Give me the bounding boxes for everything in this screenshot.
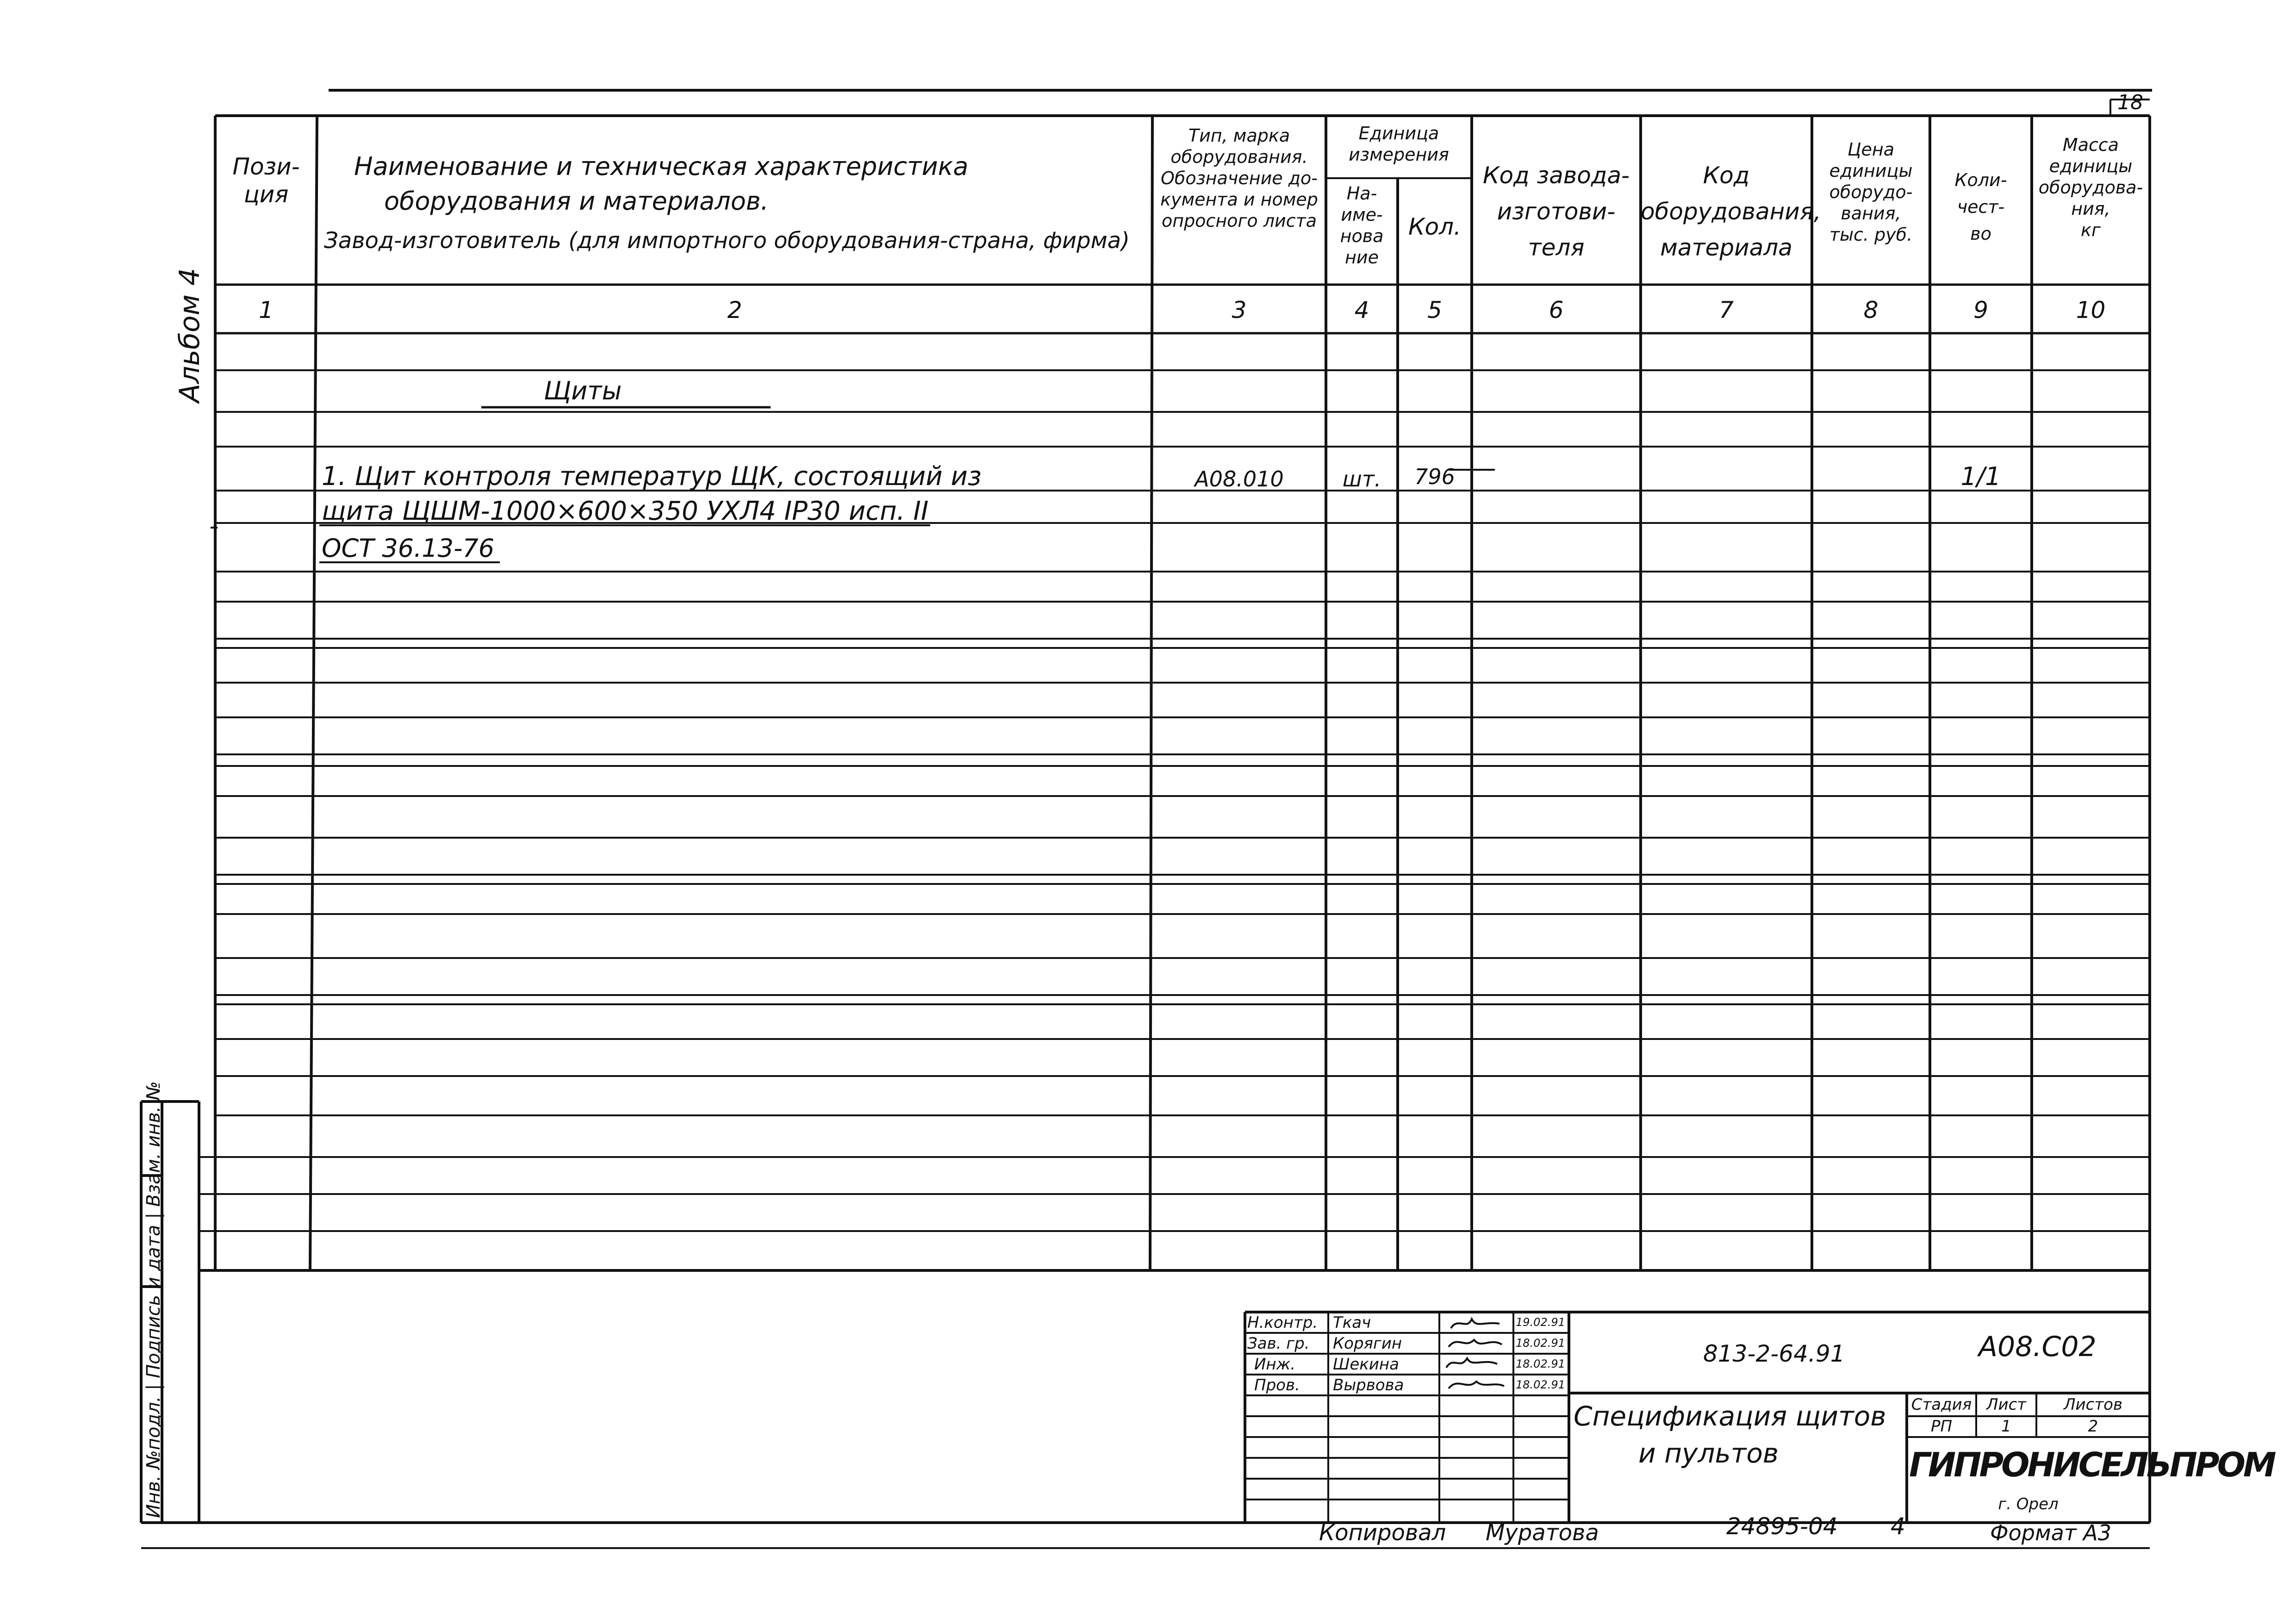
organization-name: ГИПРОНИСЕЛЬПРОМ [1909, 1445, 2274, 1484]
col-header-plant-code: Код завода- изготови- теля [1482, 162, 1630, 261]
side-stamp: Инв. №подл. | Подпись и дата | Взам. инв. № [143, 1081, 164, 1518]
col-header-equipment-code: Код оборудования, материала [1641, 162, 1821, 261]
col-header-unit-qty: Кол. [1408, 213, 1461, 240]
sig-role-2: Зав. гр. [1247, 1334, 1310, 1353]
col-num-10: 10 [2076, 297, 2106, 324]
doc-title-line-1: Спецификация щитов [1574, 1400, 1886, 1432]
col-header-price: Цена единицы оборудо- вания, тыс. руб. [1829, 139, 1913, 245]
album-label: Альбом 4 [174, 268, 206, 403]
sig-name-1: Ткач [1333, 1313, 1371, 1332]
col-num-1: 1 [259, 297, 274, 324]
doc-code: А08.С02 [1979, 1331, 2097, 1363]
stage-label: Стадия [1911, 1395, 1972, 1414]
col-num-7: 7 [1719, 297, 1734, 324]
project-code: 813-2-64.91 [1703, 1340, 1845, 1367]
col-num-5: 5 [1427, 297, 1442, 324]
col-header-name-l2: оборудования и материалов. [384, 187, 769, 216]
sig-name-3: Шекина [1333, 1355, 1399, 1374]
item-1-line-1: 1. Щит контроля температур ЩК, состоящий из [322, 461, 982, 492]
item-1-unit-code: 796 [1414, 464, 1455, 489]
section-title: Щиты [544, 376, 622, 405]
footer-copied-by: Муратова [1486, 1520, 1599, 1546]
item-1-type: А08.010 [1195, 467, 1284, 492]
sig-role-4: Пров. [1254, 1376, 1300, 1394]
col-num-2: 2 [727, 297, 742, 324]
col-num-3: 3 [1232, 297, 1247, 324]
item-1-line-3: ОСТ 36.13-76 [322, 534, 495, 563]
col-num-9: 9 [1973, 297, 1988, 324]
col-header-unit-name: На- име- нова ние [1340, 183, 1384, 268]
col-header-unit-group: Единица измерения [1349, 123, 1449, 165]
col-header-position: Пози- ция [232, 153, 300, 208]
sig-date-1: 19.02.91 [1516, 1316, 1565, 1329]
sheets-label: Листов [2063, 1395, 2122, 1414]
col-num-6: 6 [1549, 297, 1564, 324]
sig-date-2: 18.02.91 [1516, 1337, 1565, 1350]
col-header-quantity: Коли- чест- во [1954, 170, 2007, 244]
sheets-value: 2 [2088, 1417, 2098, 1436]
sig-name-2: Корягин [1333, 1334, 1402, 1353]
sig-date-3: 18.02.91 [1516, 1357, 1565, 1370]
col-num-4: 4 [1354, 297, 1369, 324]
sheet-label: Лист [1986, 1395, 2027, 1414]
item-1-qty: 1/1 [1960, 462, 2001, 491]
organization-city: г. Орел [1998, 1495, 2059, 1513]
col-header-mass: Масса единицы оборудова- ния, кг [2038, 135, 2143, 240]
item-1-unit: шт. [1342, 467, 1381, 492]
footer-order-num: 4 [1891, 1513, 1905, 1540]
col-header-name-l3: Завод-изготовитель (для импортного оборудования-страна, фирма) [324, 228, 1130, 254]
sig-role-1: Н.контр. [1247, 1313, 1318, 1332]
footer-order: 24895-04 [1726, 1513, 1838, 1540]
col-header-type: Тип, марка оборудования. Обозначение до- кумента и номер опросного листа [1160, 125, 1318, 231]
doc-title-line-2: и пультов [1638, 1437, 1779, 1469]
sig-role-3: Инж. [1254, 1355, 1296, 1374]
col-header-name-l1: Наименование и техническая характеристика [354, 152, 969, 181]
item-1-line-2: щита ЩШМ-1000×600×350 УХЛ4 IP30 исп. II [322, 496, 929, 526]
stage-value: РП [1930, 1417, 1953, 1436]
sig-name-4: Вырвова [1333, 1376, 1404, 1394]
sig-date-4: 18.02.91 [1516, 1378, 1565, 1391]
signature-scribbles [1439, 1312, 1513, 1395]
col-num-8: 8 [1863, 297, 1879, 324]
sheet-value: 1 [2001, 1417, 2011, 1436]
sheet-number: 18 [2117, 91, 2143, 114]
footer-copied-label: Копировал [1319, 1520, 1446, 1546]
footer-format: Формат А3 [1990, 1520, 2111, 1545]
